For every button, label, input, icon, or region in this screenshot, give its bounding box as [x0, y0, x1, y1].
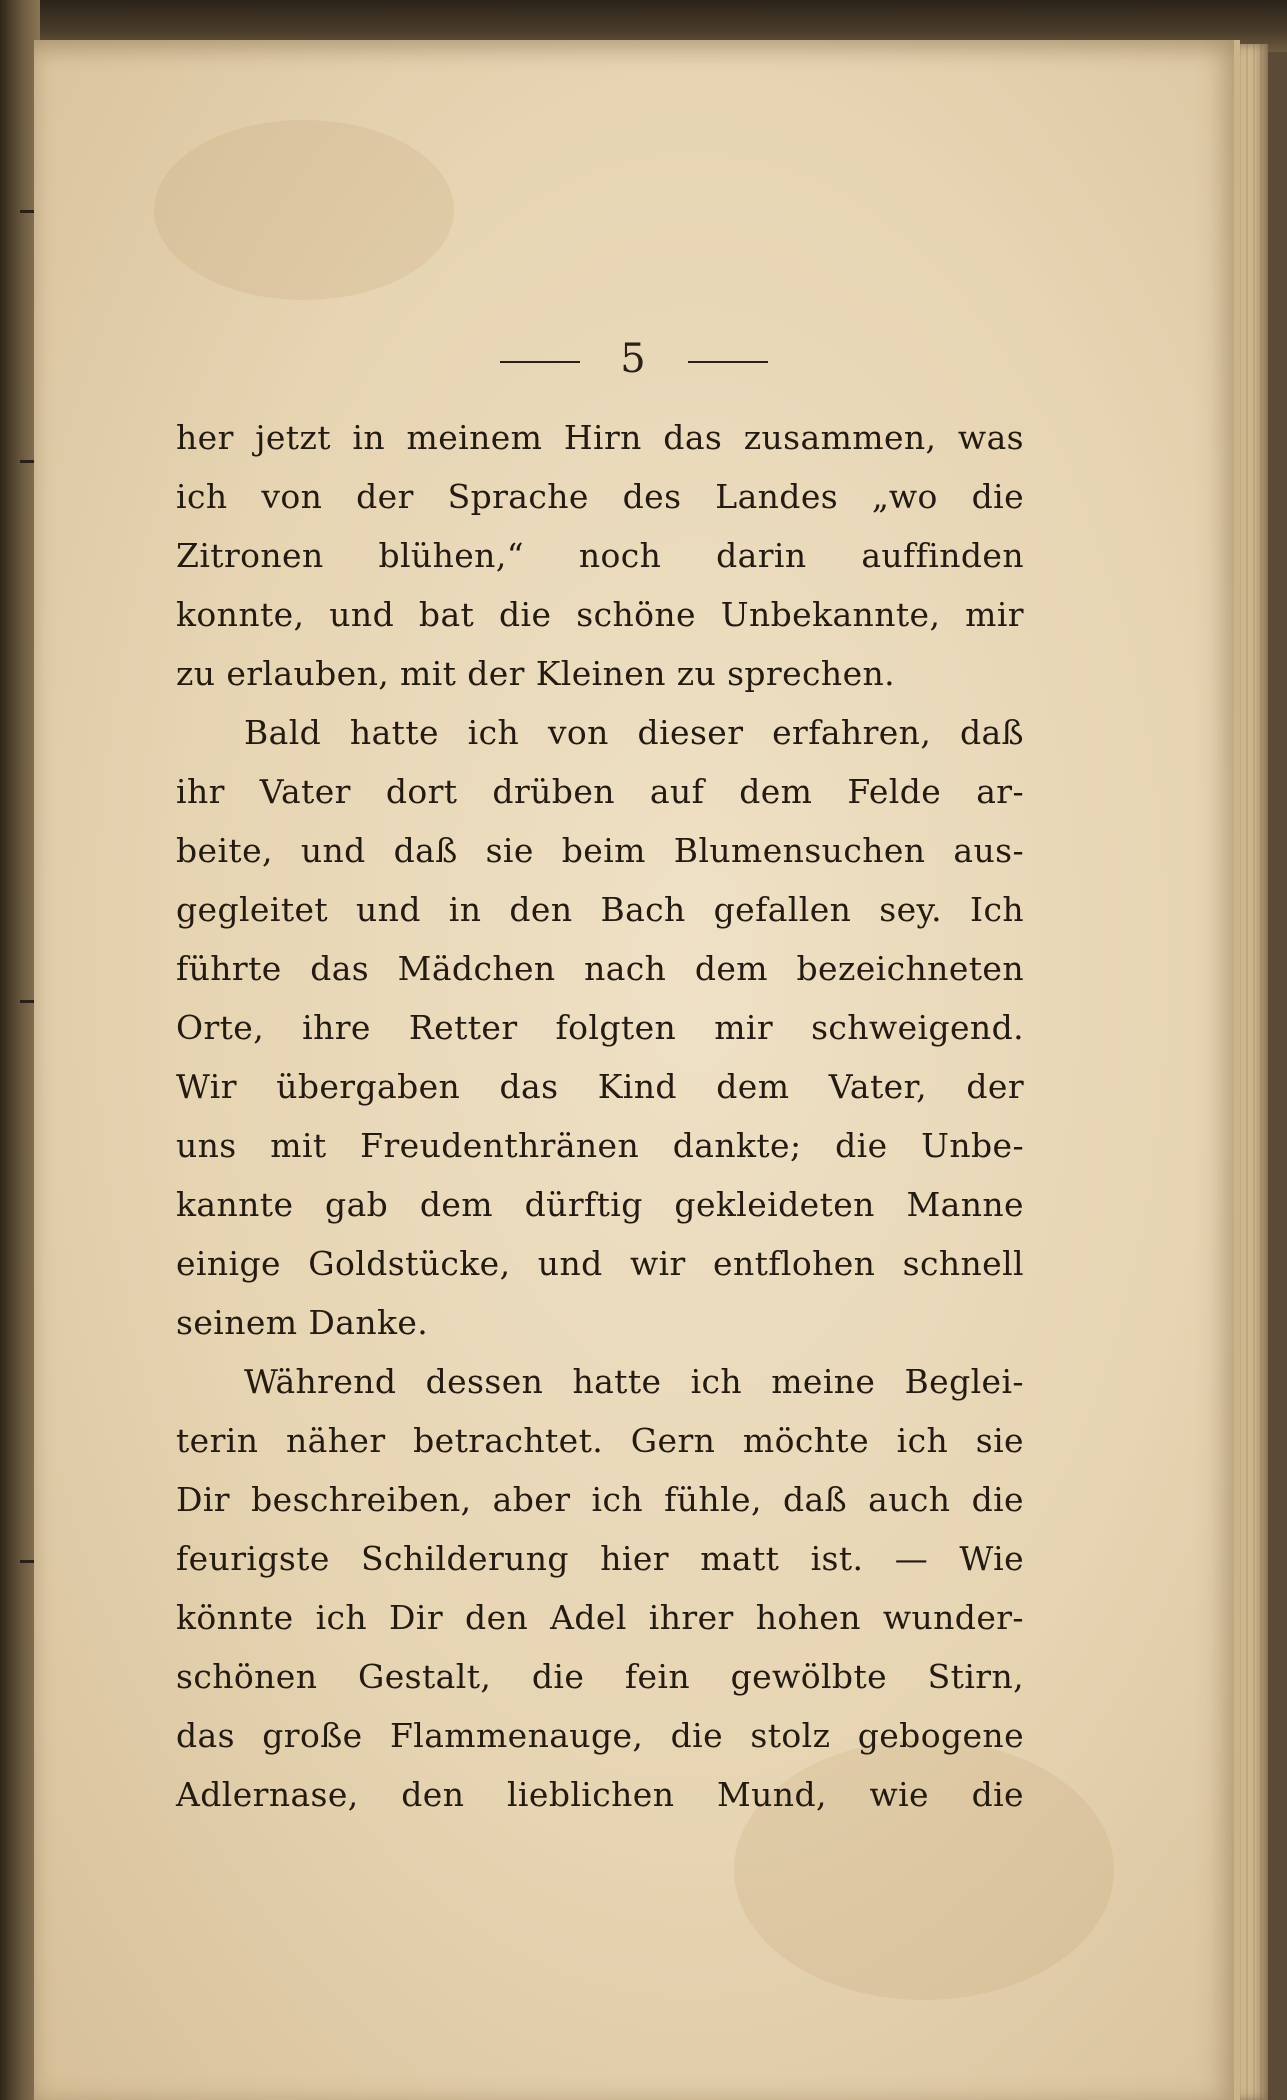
- text-line: könnte ich Dir den Adel ihrer hohen wunder-: [176, 1598, 1024, 1637]
- text-line: Bald hatte ich von dieser erfahren, daß: [244, 713, 1024, 752]
- text-line: terin näher betrachtet. Gern möchte ich sie: [176, 1421, 1024, 1460]
- text-line: her jetzt in meinem Hirn das zusammen, was: [176, 418, 1024, 457]
- header-rule-left: [500, 361, 580, 363]
- text-line: Zitronen blühen,“ noch darin auffinden: [176, 536, 1024, 575]
- text-line: ihr Vater dort drüben auf dem Felde ar-: [176, 772, 1024, 811]
- header-rule-right: [688, 361, 768, 363]
- text-line: das große Flammenauge, die stolz gebogene: [176, 1716, 1024, 1755]
- text-line: gegleitet und in den Bach gefallen sey. Ich: [176, 890, 1024, 929]
- text-line: Wir übergaben das Kind dem Vater, der: [176, 1067, 1024, 1106]
- text-line: konnte, und bat die schöne Unbekannte, mir: [176, 595, 1024, 634]
- text-line: kannte gab dem dürftig gekleideten Manne: [176, 1185, 1024, 1224]
- book-page: [34, 40, 1240, 2100]
- paper-stain: [154, 120, 454, 300]
- text-line: schönen Gestalt, die fein gewölbte Stirn,: [176, 1657, 1024, 1696]
- body-text: [176, 408, 1024, 1824]
- page-number: 5: [620, 336, 648, 382]
- text-line: Adlernase, den lieblichen Mund, wie die: [176, 1775, 1024, 1814]
- text-line: zu erlauben, mit der Kleinen zu sprechen.: [176, 654, 896, 693]
- text-line: ich von der Sprache des Landes „wo die: [176, 477, 1024, 516]
- text-line: beite, und daß sie beim Blumensuchen aus-: [176, 831, 1024, 870]
- text-line: Orte, ihre Retter folgten mir schweigend.: [176, 1008, 1024, 1047]
- text-line: Dir beschreiben, aber ich fühle, daß auch die: [176, 1480, 1024, 1519]
- text-line: einige Goldstücke, und wir entflohen schnell: [176, 1244, 1024, 1283]
- text-line: uns mit Freudenthränen dankte; die Unbe-: [176, 1126, 1024, 1165]
- text-line: feurigste Schilderung hier matt ist. — Wie: [176, 1539, 1024, 1578]
- text-line: seinem Danke.: [176, 1303, 429, 1342]
- text-line: Während dessen hatte ich meine Beglei-: [244, 1362, 1024, 1401]
- text-line: führte das Mädchen nach dem bezeichneten: [176, 949, 1024, 988]
- page-header: [34, 336, 1234, 382]
